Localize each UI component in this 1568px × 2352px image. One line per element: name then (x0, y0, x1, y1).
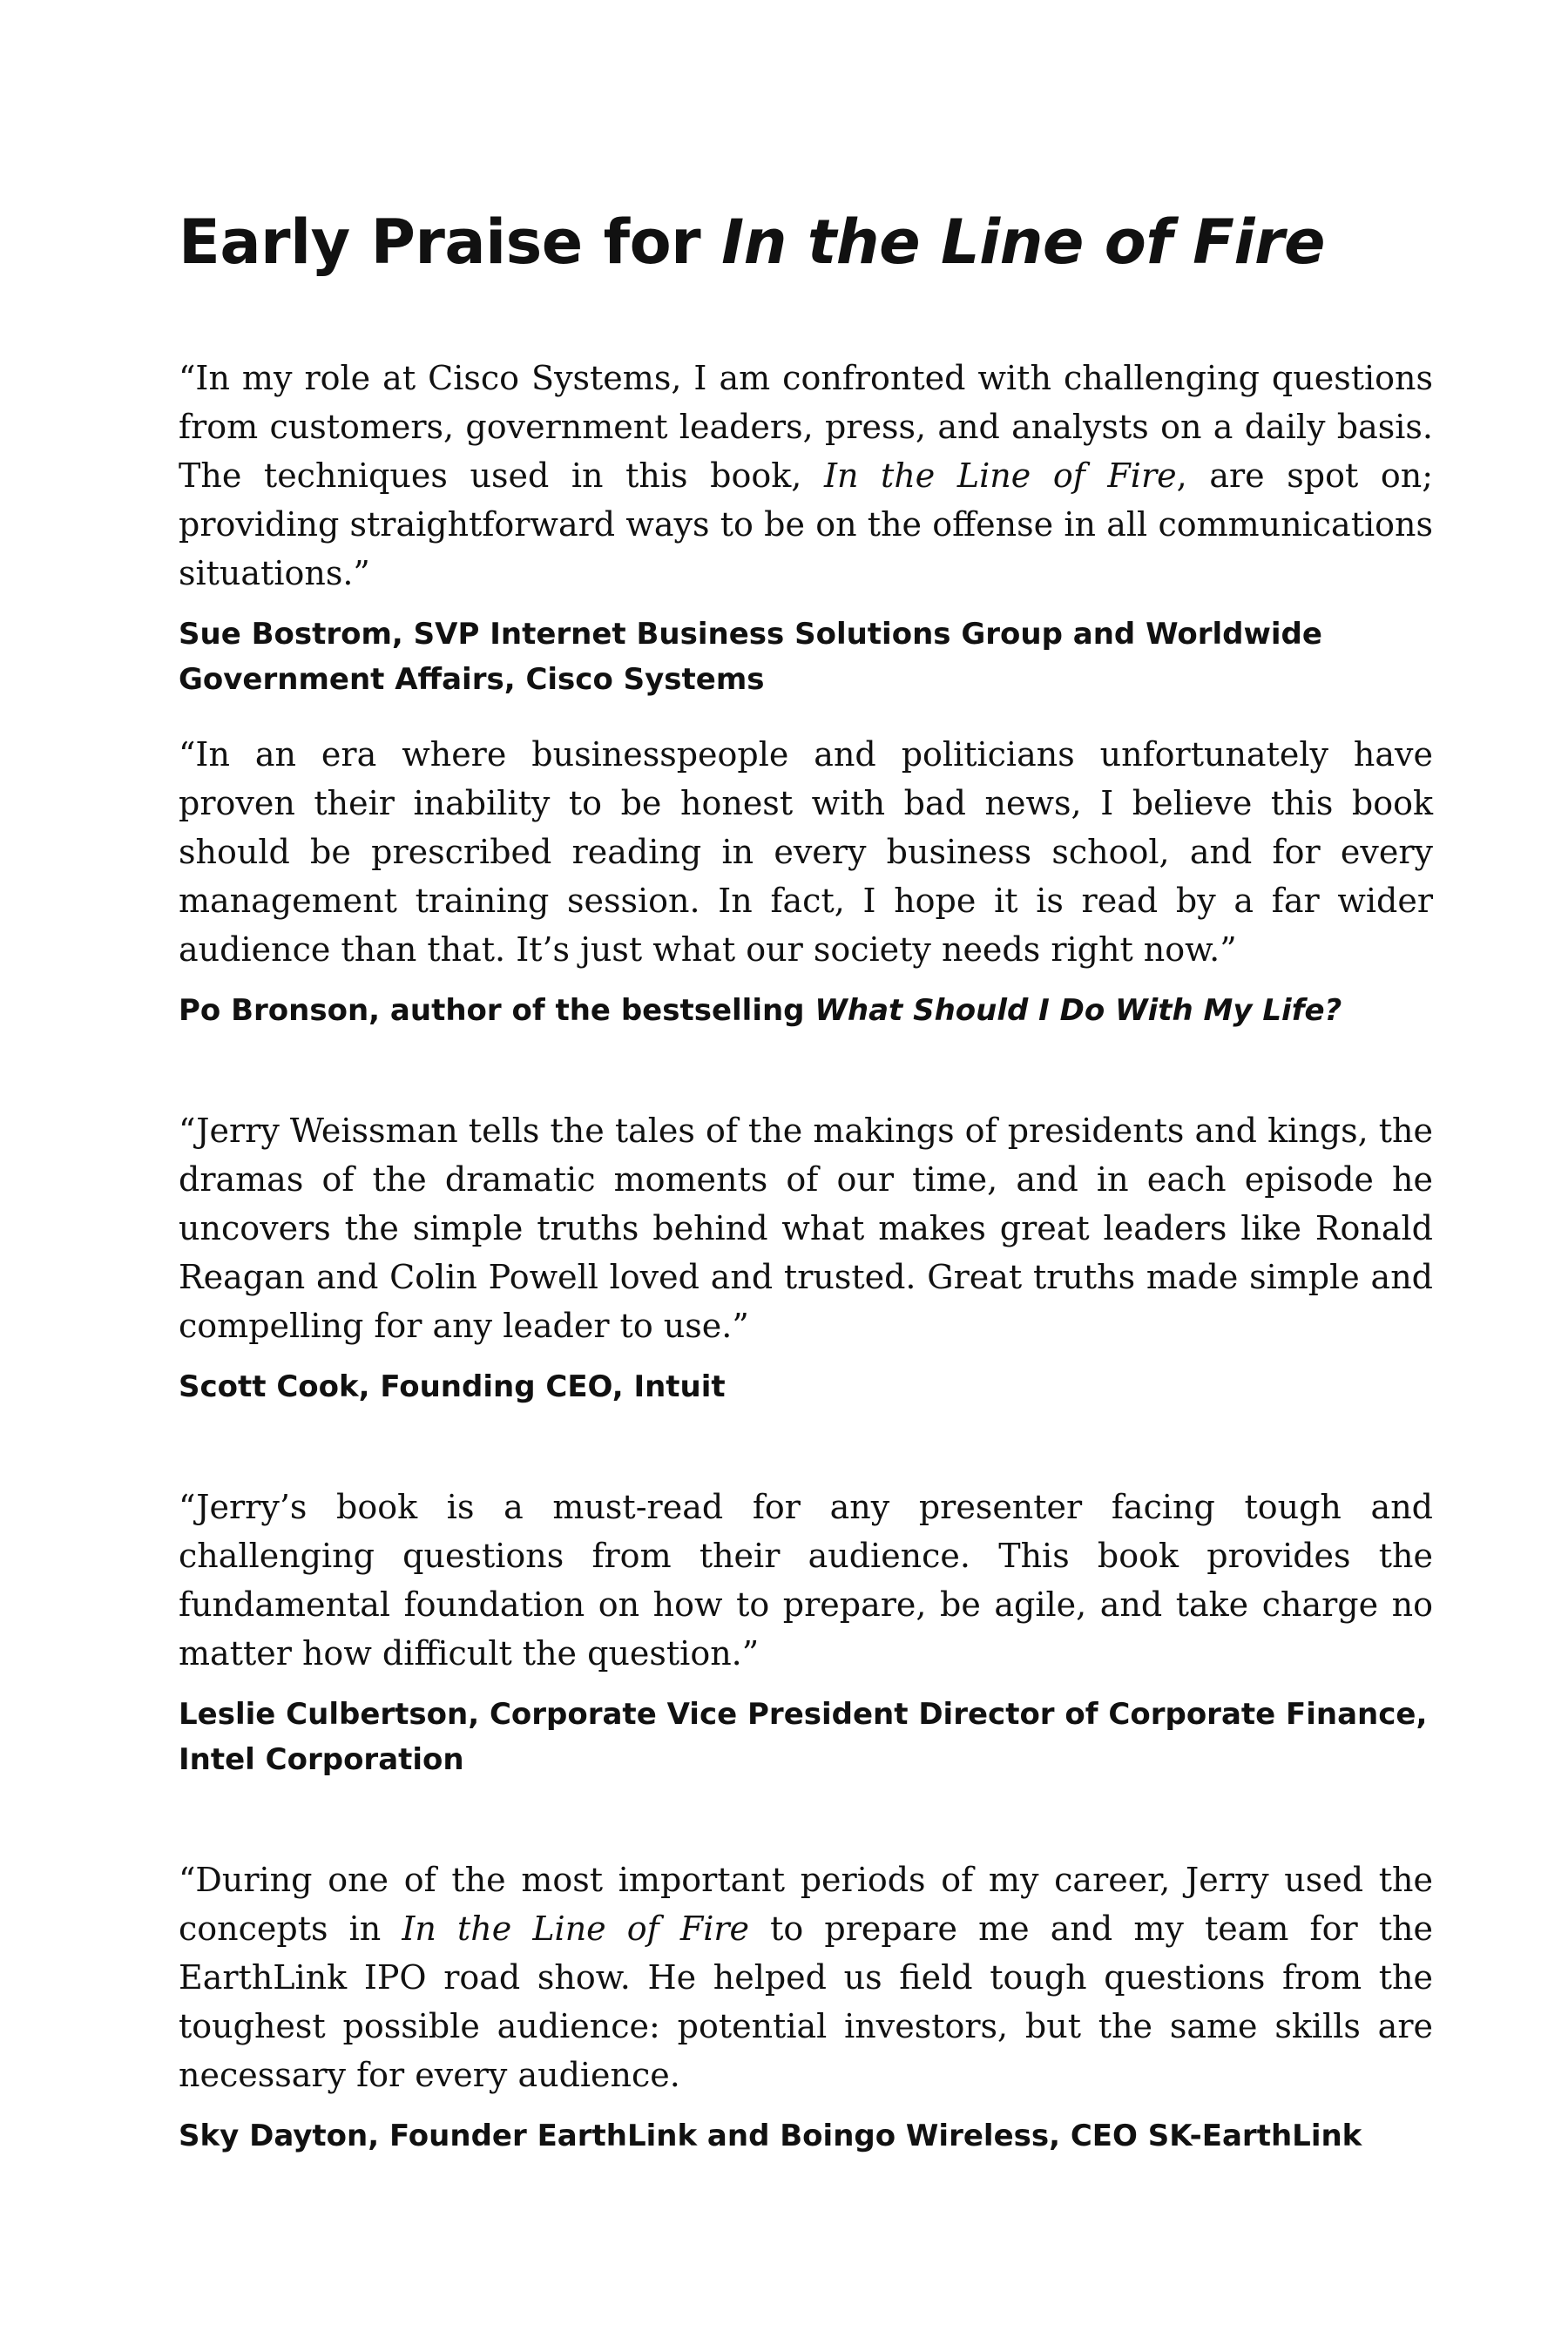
praise-quote: “Jerry’s book is a must-read for any presenter facing tough and challenging questions from their audience. This book provides the fundamental foundation on how to prepare, be agile, and take charge no matter how difficult the question.” (179, 1488, 1433, 1673)
praise-quote (179, 1855, 1433, 2099)
praise-attribution: Sky Dayton, Founder EarthLink and Boingo Wireless, CEO SK-EarthLink (179, 2119, 1362, 2153)
attribution-line: Leslie Culbertson, Corporate Vice President Director of Corporate Finance, (179, 1697, 1428, 1732)
page-title (179, 206, 1325, 279)
praise-attribution (179, 1692, 1433, 1782)
attribution-line: Sue Bostrom, SVP Internet Business Solutions Group and Worldwide (179, 617, 1322, 652)
praise-entry-dayton (179, 1855, 1433, 2159)
title-prefix: Early Praise for (179, 206, 722, 278)
quote-book-title: In the Line of Fire (402, 1909, 750, 1948)
quote-text: “During one of the most important periods of my career, Jerry used the concepts in (179, 1861, 1433, 1948)
title-book-name: In the Line of Fire (721, 206, 1325, 278)
praise-page (179, 0, 1433, 2352)
praise-attribution: Scott Cook, Founding CEO, Intuit (179, 1369, 726, 1404)
attribution-line: Government Affairs, Cisco Systems (179, 662, 765, 697)
praise-quote (179, 354, 1433, 598)
praise-quote: “Jerry Weissman tells the tales of the makings of presidents and kings, the dramas of the dramatic moments of our time, and in each episode he uncovers the simple truths behind what makes great leaders like Ronald Reagan and Colin Powell loved and trusted. Great truths made simple and compelling for any leader to use.” (179, 1112, 1433, 1345)
praise-entry-bronson (179, 730, 1433, 1033)
attribution-book-title: What Should I Do With My Life? (814, 993, 1342, 1028)
quote-book-title: In the Line of Fire (823, 456, 1177, 495)
attribution-text: Po Bronson, author of the bestselling (179, 993, 815, 1028)
praise-attribution (179, 988, 1433, 1033)
praise-entry-bostrom (179, 354, 1433, 702)
praise-attribution (179, 612, 1433, 702)
praise-entry-culbertson (179, 1483, 1433, 1782)
quote-text: “In my role at Cisco Systems, I am confronted with challenging questions from customers, government leaders, press, and analysts on a daily basis. The techniques used in this book, (179, 359, 1433, 495)
attribution-line: Intel Corporation (179, 1742, 464, 1777)
praise-entry-cook (179, 1106, 1433, 1409)
praise-quote: “In an era where businesspeople and politicians unfortunately have proven their inability to be honest with bad news, I believe this book should be prescribed reading in every business school, and for every management training session. In fact, I hope it is read by a far wider audience than that. It’s just what our society needs right now.” (179, 735, 1433, 969)
quote-text: , are spot on; providing straightforward ways to be on the offense in all communications situations.” (179, 456, 1433, 592)
quote-text: to prepare me and my team for the EarthLink IPO road show. He helped us field tough questions from the toughest possible audience: potential investors, but the same skills are necessary for every audience. (179, 1909, 1433, 2094)
